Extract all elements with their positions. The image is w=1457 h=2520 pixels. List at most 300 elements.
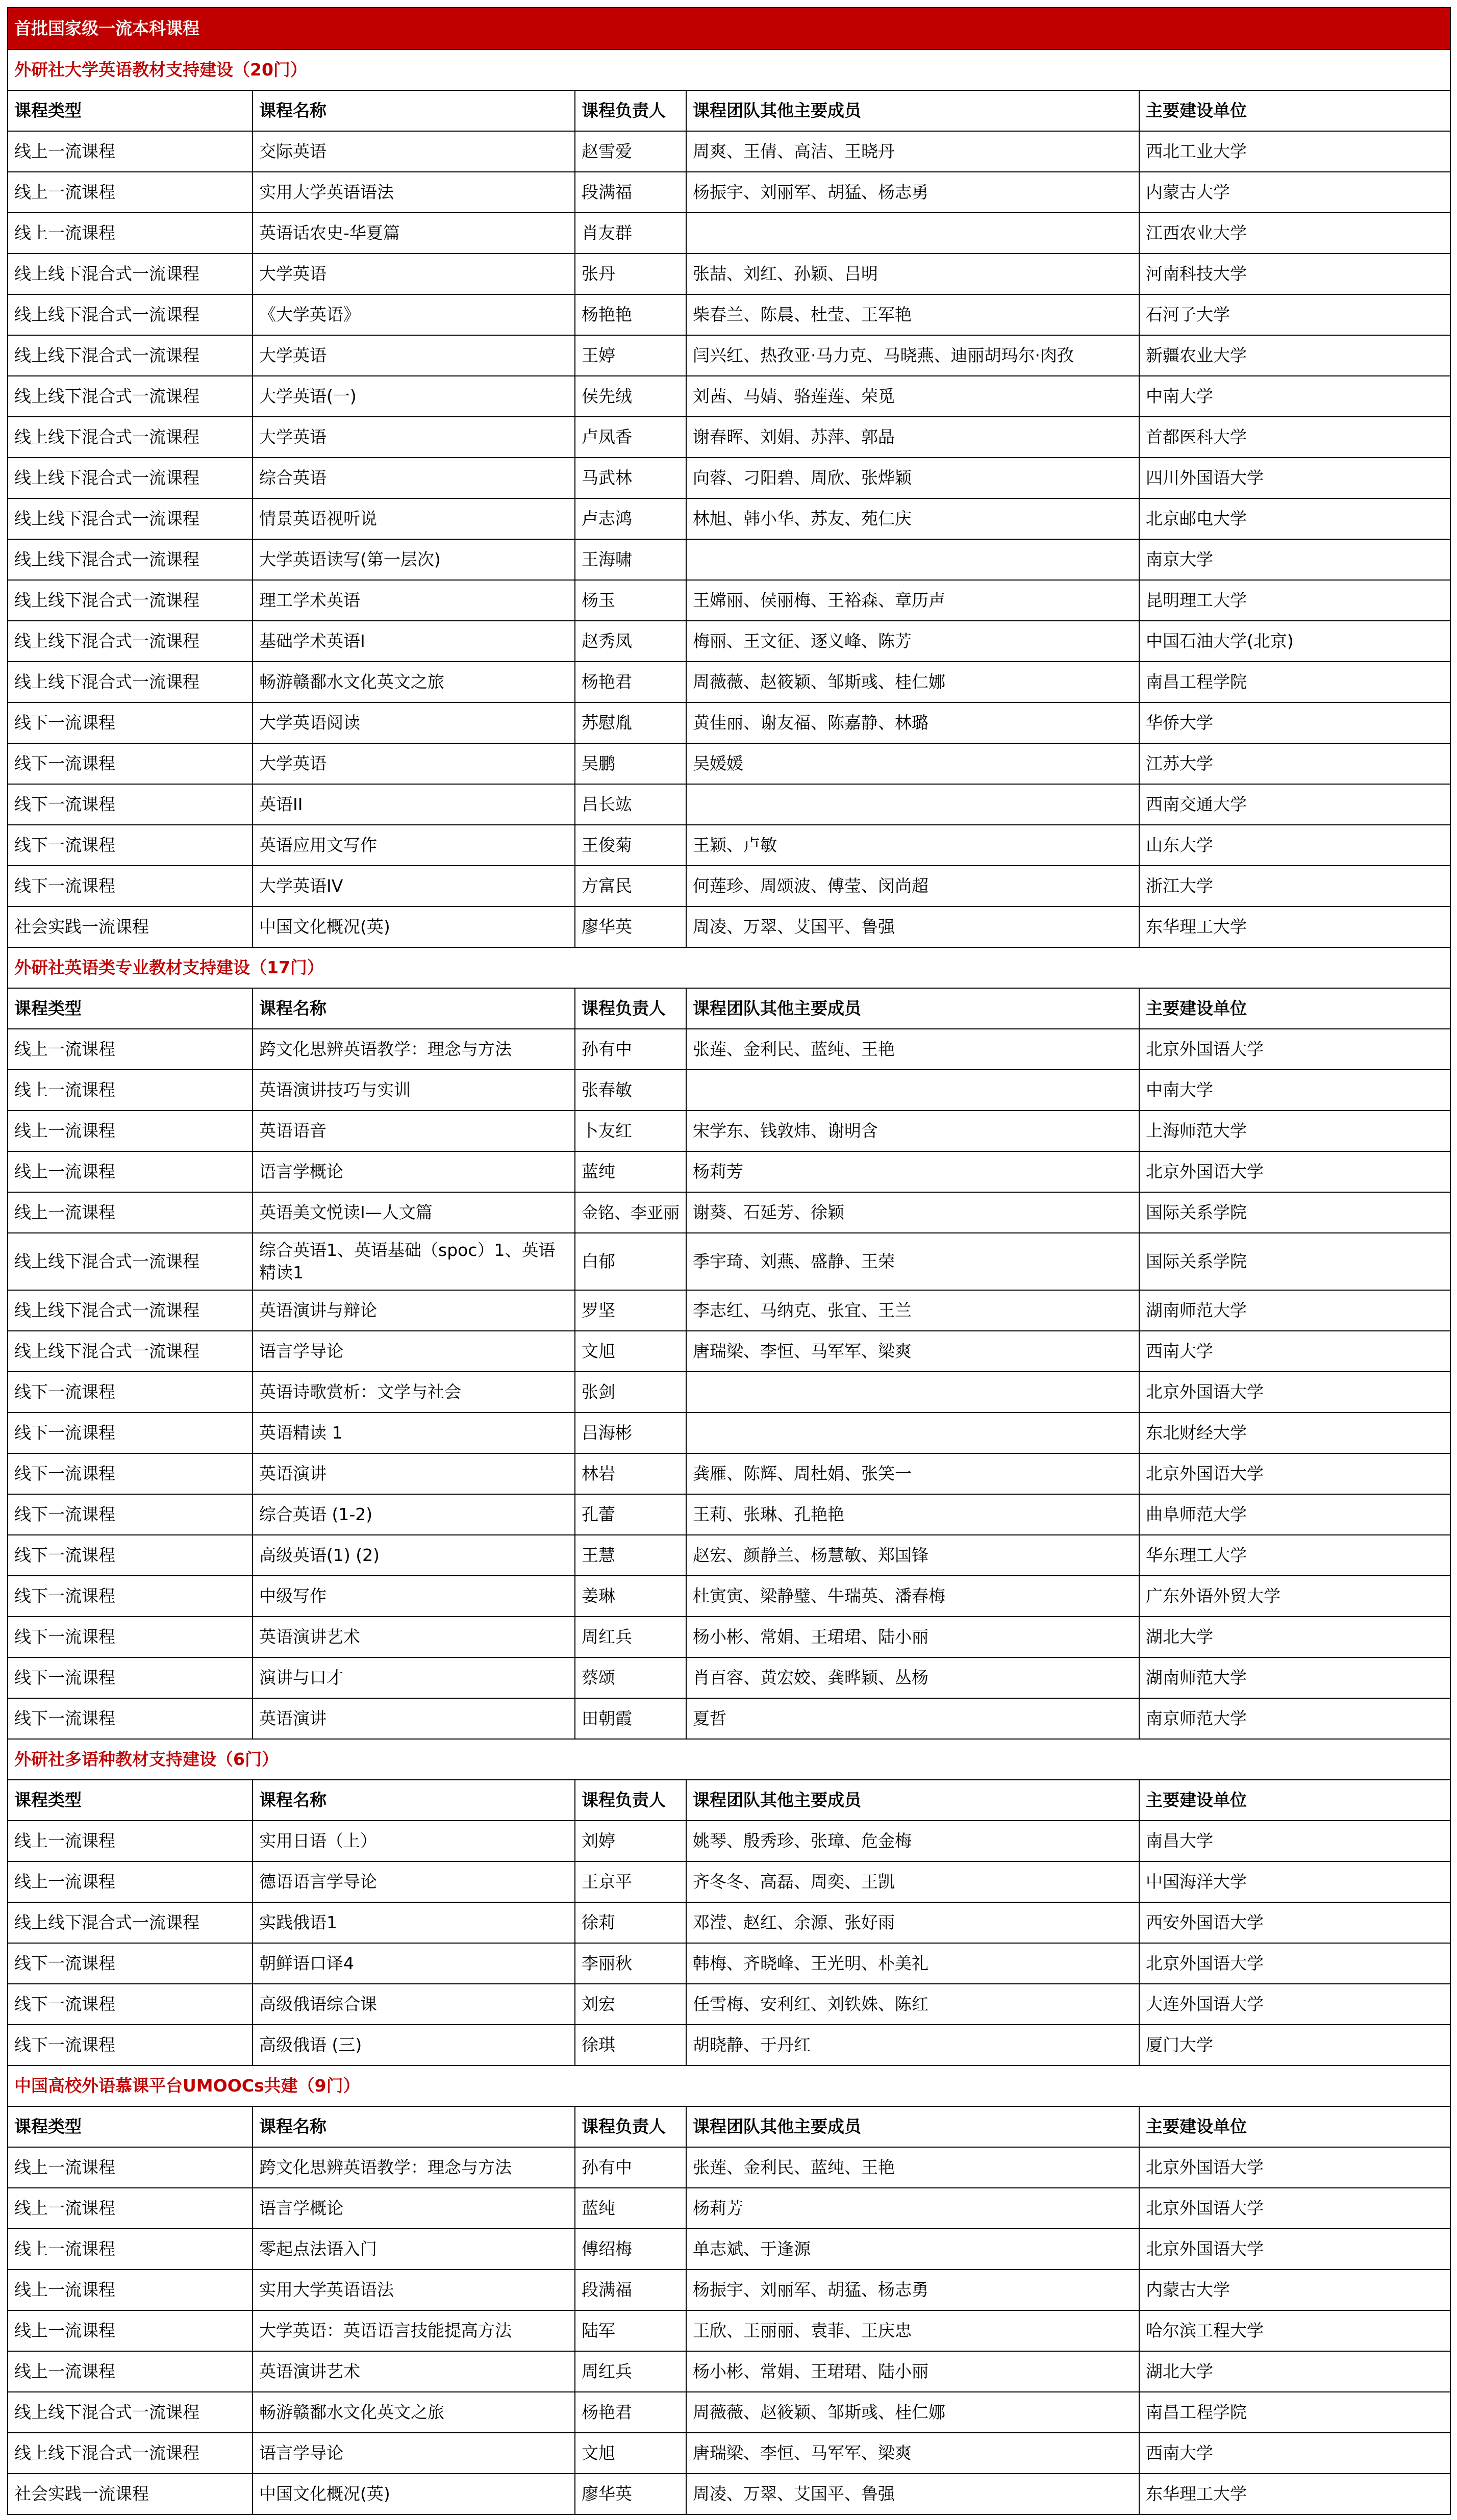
cell-course-lead: 段满福 bbox=[575, 2270, 686, 2310]
cell-course-lead: 赵雪爱 bbox=[575, 131, 686, 172]
cell-course-lead: 姜琳 bbox=[575, 1576, 686, 1617]
table-row bbox=[8, 1233, 1450, 1290]
cell-institution: 山东大学 bbox=[1139, 825, 1450, 866]
cell-team-members: 谢春晖、刘娟、苏萍、郭晶 bbox=[686, 417, 1139, 458]
header-course-type: 课程类型 bbox=[8, 988, 253, 1029]
table-row bbox=[8, 2229, 1450, 2270]
table-row bbox=[8, 1494, 1450, 1535]
cell-course-type: 线下一流课程 bbox=[8, 1494, 253, 1535]
table-row bbox=[8, 1902, 1450, 1943]
table-row bbox=[8, 1821, 1450, 1861]
cell-team-members: 王欣、王丽丽、袁菲、王庆忠 bbox=[686, 2310, 1139, 2351]
cell-institution: 东华理工大学 bbox=[1139, 2474, 1450, 2514]
cell-course-lead: 蔡颂 bbox=[575, 1657, 686, 1698]
cell-course-type: 线下一流课程 bbox=[8, 1576, 253, 1617]
cell-institution: 湖南师范大学 bbox=[1139, 1290, 1450, 1331]
section-title: 外研社多语种教材支持建设（6门） bbox=[8, 1739, 1450, 1780]
cell-course-name: 德语语言学导论 bbox=[253, 1861, 575, 1902]
cell-course-lead: 侯先绒 bbox=[575, 376, 686, 417]
cell-course-name: 大学英语：英语语言技能提高方法 bbox=[253, 2310, 575, 2351]
header-institution: 主要建设单位 bbox=[1139, 1780, 1450, 1821]
cell-course-type: 线上一流课程 bbox=[8, 1151, 253, 1192]
table-row bbox=[8, 784, 1450, 825]
header-institution: 主要建设单位 bbox=[1139, 988, 1450, 1029]
cell-course-type: 线上一流课程 bbox=[8, 1861, 253, 1902]
cell-course-lead: 王京平 bbox=[575, 1861, 686, 1902]
header-course-type: 课程类型 bbox=[8, 1780, 253, 1821]
cell-course-name: 英语美文悦读I—人文篇 bbox=[253, 1192, 575, 1233]
cell-team-members bbox=[686, 1413, 1139, 1453]
column-header-row bbox=[8, 1780, 1450, 1821]
cell-team-members: 赵宏、颜静兰、杨慧敏、郑国锋 bbox=[686, 1535, 1139, 1576]
cell-course-type: 线下一流课程 bbox=[8, 866, 253, 906]
cell-team-members bbox=[686, 213, 1139, 254]
cell-course-name: 情景英语视听说 bbox=[253, 498, 575, 539]
cell-course-lead: 刘宏 bbox=[575, 1984, 686, 2025]
cell-course-name: 英语诗歌赏析：文学与社会 bbox=[253, 1372, 575, 1413]
cell-course-lead: 吴鹏 bbox=[575, 743, 686, 784]
cell-institution: 湖北大学 bbox=[1139, 1617, 1450, 1657]
table-row bbox=[8, 539, 1450, 580]
cell-course-type: 线上一流课程 bbox=[8, 1029, 253, 1070]
cell-institution: 厦门大学 bbox=[1139, 2025, 1450, 2065]
table-row bbox=[8, 1576, 1450, 1617]
section-title-row bbox=[8, 1739, 1450, 1780]
cell-course-type: 线上线下混合式一流课程 bbox=[8, 662, 253, 702]
cell-course-type: 线上线下混合式一流课程 bbox=[8, 1290, 253, 1331]
cell-course-lead: 白郁 bbox=[575, 1233, 686, 1290]
cell-course-lead: 李丽秋 bbox=[575, 1943, 686, 1984]
table-row bbox=[8, 172, 1450, 213]
header-course-name: 课程名称 bbox=[253, 988, 575, 1029]
cell-institution: 北京外国语大学 bbox=[1139, 1029, 1450, 1070]
cell-course-type: 线上线下混合式一流课程 bbox=[8, 621, 253, 662]
cell-institution: 昆明理工大学 bbox=[1139, 580, 1450, 621]
table-row bbox=[8, 580, 1450, 621]
cell-course-type: 线下一流课程 bbox=[8, 1657, 253, 1698]
cell-team-members: 季宇琦、刘燕、盛静、王荣 bbox=[686, 1233, 1139, 1290]
cell-institution: 西北工业大学 bbox=[1139, 131, 1450, 172]
cell-course-lead: 孙有中 bbox=[575, 2147, 686, 2188]
cell-course-name: 畅游赣鄱水文化英文之旅 bbox=[253, 2392, 575, 2433]
cell-institution: 中南大学 bbox=[1139, 1070, 1450, 1111]
cell-course-name: 综合英语 (1-2) bbox=[253, 1494, 575, 1535]
table-row bbox=[8, 1331, 1450, 1372]
cell-course-type: 线上线下混合式一流课程 bbox=[8, 539, 253, 580]
cell-course-lead: 王俊菊 bbox=[575, 825, 686, 866]
cell-institution: 北京外国语大学 bbox=[1139, 1453, 1450, 1494]
cell-course-name: 大学英语 bbox=[253, 335, 575, 376]
header-course-name: 课程名称 bbox=[253, 90, 575, 131]
table-row bbox=[8, 1192, 1450, 1233]
cell-course-type: 线下一流课程 bbox=[8, 1698, 253, 1739]
cell-course-name: 零起点法语入门 bbox=[253, 2229, 575, 2270]
table-row bbox=[8, 866, 1450, 906]
cell-institution: 内蒙古大学 bbox=[1139, 172, 1450, 213]
table-row bbox=[8, 458, 1450, 498]
cell-course-type: 社会实践一流课程 bbox=[8, 906, 253, 947]
cell-team-members: 林旭、韩小华、苏友、苑仁庆 bbox=[686, 498, 1139, 539]
cell-course-name: 跨文化思辨英语教学：理念与方法 bbox=[253, 1029, 575, 1070]
cell-team-members: 向蓉、刁阳碧、周欣、张烨颖 bbox=[686, 458, 1139, 498]
cell-team-members: 王嫦丽、侯丽梅、王裕森、章历声 bbox=[686, 580, 1139, 621]
cell-course-lead: 徐琪 bbox=[575, 2025, 686, 2065]
cell-course-name: 综合英语1、英语基础（spoc）1、英语精读1 bbox=[253, 1233, 575, 1290]
cell-course-lead: 罗坚 bbox=[575, 1290, 686, 1331]
cell-course-name: 综合英语 bbox=[253, 458, 575, 498]
cell-team-members: 张莲、金利民、蓝纯、王艳 bbox=[686, 2147, 1139, 2188]
header-course-type: 课程类型 bbox=[8, 2106, 253, 2147]
cell-institution: 四川外国语大学 bbox=[1139, 458, 1450, 498]
cell-course-type: 线上线下混合式一流课程 bbox=[8, 1331, 253, 1372]
cell-course-lead: 林岩 bbox=[575, 1453, 686, 1494]
cell-team-members: 杜寅寅、梁静璧、牛瑞英、潘春梅 bbox=[686, 1576, 1139, 1617]
cell-institution: 中南大学 bbox=[1139, 376, 1450, 417]
header-team-members: 课程团队其他主要成员 bbox=[686, 988, 1139, 1029]
cell-course-type: 线上线下混合式一流课程 bbox=[8, 458, 253, 498]
table-row bbox=[8, 294, 1450, 335]
cell-course-type: 线下一流课程 bbox=[8, 743, 253, 784]
cell-course-type: 线上一流课程 bbox=[8, 1192, 253, 1233]
cell-team-members: 李志红、马纳克、张宜、王兰 bbox=[686, 1290, 1139, 1331]
cell-course-lead: 卢志鸿 bbox=[575, 498, 686, 539]
cell-institution: 南京师范大学 bbox=[1139, 1698, 1450, 1739]
header-course-lead: 课程负责人 bbox=[575, 988, 686, 1029]
cell-course-name: 英语演讲艺术 bbox=[253, 1617, 575, 1657]
cell-course-type: 线上一流课程 bbox=[8, 1821, 253, 1861]
cell-course-name: 英语演讲 bbox=[253, 1453, 575, 1494]
cell-team-members: 柴春兰、陈晨、杜莹、王军艳 bbox=[686, 294, 1139, 335]
course-table bbox=[7, 7, 1451, 2515]
header-institution: 主要建设单位 bbox=[1139, 90, 1450, 131]
cell-team-members: 杨莉芳 bbox=[686, 2188, 1139, 2229]
cell-course-lead: 廖华英 bbox=[575, 906, 686, 947]
cell-course-type: 线上线下混合式一流课程 bbox=[8, 254, 253, 294]
cell-team-members: 韩梅、齐晓峰、王光明、朴美礼 bbox=[686, 1943, 1139, 1984]
cell-course-name: 跨文化思辨英语教学：理念与方法 bbox=[253, 2147, 575, 2188]
table-row bbox=[8, 2392, 1450, 2433]
cell-institution: 北京外国语大学 bbox=[1139, 1943, 1450, 1984]
cell-course-name: 中国文化概况(英) bbox=[253, 906, 575, 947]
cell-institution: 东华理工大学 bbox=[1139, 906, 1450, 947]
cell-course-name: 语言学概论 bbox=[253, 2188, 575, 2229]
cell-course-type: 线上线下混合式一流课程 bbox=[8, 335, 253, 376]
cell-course-lead: 文旭 bbox=[575, 1331, 686, 1372]
cell-course-lead: 金铭、李亚丽 bbox=[575, 1192, 686, 1233]
cell-course-type: 线下一流课程 bbox=[8, 1617, 253, 1657]
cell-course-name: 大学英语 bbox=[253, 743, 575, 784]
cell-course-name: 英语II bbox=[253, 784, 575, 825]
table-row bbox=[8, 376, 1450, 417]
cell-course-type: 线下一流课程 bbox=[8, 825, 253, 866]
cell-team-members bbox=[686, 539, 1139, 580]
table-row bbox=[8, 2433, 1450, 2474]
cell-institution: 西南大学 bbox=[1139, 2433, 1450, 2474]
cell-course-type: 线上一流课程 bbox=[8, 1070, 253, 1111]
cell-team-members: 刘茜、马婧、骆莲莲、荣觅 bbox=[686, 376, 1139, 417]
header-course-lead: 课程负责人 bbox=[575, 90, 686, 131]
table-row bbox=[8, 1029, 1450, 1070]
table-row bbox=[8, 1413, 1450, 1453]
cell-team-members: 杨莉芳 bbox=[686, 1151, 1139, 1192]
cell-institution: 西南交通大学 bbox=[1139, 784, 1450, 825]
cell-institution: 湖北大学 bbox=[1139, 2351, 1450, 2392]
cell-course-name: 英语精读 1 bbox=[253, 1413, 575, 1453]
cell-course-type: 线上线下混合式一流课程 bbox=[8, 580, 253, 621]
header-course-lead: 课程负责人 bbox=[575, 2106, 686, 2147]
cell-course-lead: 杨玉 bbox=[575, 580, 686, 621]
cell-institution: 北京邮电大学 bbox=[1139, 498, 1450, 539]
table-row bbox=[8, 417, 1450, 458]
cell-institution: 哈尔滨工程大学 bbox=[1139, 2310, 1450, 2351]
cell-course-type: 线上线下混合式一流课程 bbox=[8, 2392, 253, 2433]
table-row bbox=[8, 1111, 1450, 1151]
cell-team-members: 闫兴红、热孜亚·马力克、马晓燕、迪丽胡玛尔·肉孜 bbox=[686, 335, 1139, 376]
section-title: 外研社英语类专业教材支持建设（17门） bbox=[8, 947, 1450, 988]
cell-course-lead: 吕海彬 bbox=[575, 1413, 686, 1453]
section-title-row bbox=[8, 947, 1450, 988]
title-row bbox=[8, 8, 1450, 49]
cell-course-type: 线上一流课程 bbox=[8, 213, 253, 254]
column-header-row bbox=[8, 988, 1450, 1029]
table-row bbox=[8, 1657, 1450, 1698]
cell-institution: 北京外国语大学 bbox=[1139, 1151, 1450, 1192]
cell-course-type: 线下一流课程 bbox=[8, 784, 253, 825]
cell-institution: 江西农业大学 bbox=[1139, 213, 1450, 254]
cell-institution: 新疆农业大学 bbox=[1139, 335, 1450, 376]
cell-course-lead: 张丹 bbox=[575, 254, 686, 294]
cell-course-name: 英语演讲艺术 bbox=[253, 2351, 575, 2392]
cell-course-lead: 孙有中 bbox=[575, 1029, 686, 1070]
cell-institution: 北京外国语大学 bbox=[1139, 2147, 1450, 2188]
table-row bbox=[8, 2025, 1450, 2065]
cell-course-type: 线上线下混合式一流课程 bbox=[8, 376, 253, 417]
table-row bbox=[8, 2474, 1450, 2514]
table-row bbox=[8, 1698, 1450, 1739]
cell-team-members: 单志斌、于逢源 bbox=[686, 2229, 1139, 2270]
cell-institution: 西南大学 bbox=[1139, 1331, 1450, 1372]
cell-course-name: 《大学英语》 bbox=[253, 294, 575, 335]
cell-course-type: 线下一流课程 bbox=[8, 702, 253, 743]
cell-course-type: 线上线下混合式一流课程 bbox=[8, 2433, 253, 2474]
cell-team-members: 周凌、万翠、艾国平、鲁强 bbox=[686, 906, 1139, 947]
cell-course-type: 线上一流课程 bbox=[8, 2188, 253, 2229]
cell-course-type: 线上线下混合式一流课程 bbox=[8, 498, 253, 539]
header-course-lead: 课程负责人 bbox=[575, 1780, 686, 1821]
table-row bbox=[8, 2310, 1450, 2351]
cell-institution: 上海师范大学 bbox=[1139, 1111, 1450, 1151]
table-row bbox=[8, 621, 1450, 662]
cell-course-lead: 苏慰胤 bbox=[575, 702, 686, 743]
cell-team-members: 周凌、万翠、艾国平、鲁强 bbox=[686, 2474, 1139, 2514]
cell-course-lead: 方富民 bbox=[575, 866, 686, 906]
cell-course-name: 实用大学英语语法 bbox=[253, 2270, 575, 2310]
cell-course-lead: 段满福 bbox=[575, 172, 686, 213]
cell-course-type: 线下一流课程 bbox=[8, 2025, 253, 2065]
cell-institution: 南昌工程学院 bbox=[1139, 2392, 1450, 2433]
cell-team-members: 邓滢、赵红、余源、张好雨 bbox=[686, 1902, 1139, 1943]
cell-course-name: 大学英语读写(第一层次) bbox=[253, 539, 575, 580]
cell-team-members: 杨小彬、常娟、王珺珺、陆小丽 bbox=[686, 1617, 1139, 1657]
cell-institution: 首都医科大学 bbox=[1139, 417, 1450, 458]
header-course-name: 课程名称 bbox=[253, 2106, 575, 2147]
cell-course-type: 线下一流课程 bbox=[8, 1413, 253, 1453]
table-row bbox=[8, 906, 1450, 947]
cell-course-name: 英语应用文写作 bbox=[253, 825, 575, 866]
cell-team-members bbox=[686, 1372, 1139, 1413]
cell-institution: 北京外国语大学 bbox=[1139, 2188, 1450, 2229]
cell-course-name: 中级写作 bbox=[253, 1576, 575, 1617]
cell-institution: 南京大学 bbox=[1139, 539, 1450, 580]
table-row bbox=[8, 1372, 1450, 1413]
table-row bbox=[8, 662, 1450, 702]
cell-course-type: 线上一流课程 bbox=[8, 131, 253, 172]
cell-course-type: 线上线下混合式一流课程 bbox=[8, 294, 253, 335]
cell-course-name: 畅游赣鄱水文化英文之旅 bbox=[253, 662, 575, 702]
cell-course-name: 英语话农史-华夏篇 bbox=[253, 213, 575, 254]
cell-institution: 广东外语外贸大学 bbox=[1139, 1576, 1450, 1617]
cell-team-members: 杨振宇、刘丽军、胡猛、杨志勇 bbox=[686, 172, 1139, 213]
cell-team-members: 张莲、金利民、蓝纯、王艳 bbox=[686, 1029, 1139, 1070]
cell-institution: 中国海洋大学 bbox=[1139, 1861, 1450, 1902]
cell-course-type: 线下一流课程 bbox=[8, 1372, 253, 1413]
cell-course-name: 高级俄语综合课 bbox=[253, 1984, 575, 2025]
table-row bbox=[8, 131, 1450, 172]
cell-course-lead: 马武林 bbox=[575, 458, 686, 498]
cell-course-lead: 吕长竑 bbox=[575, 784, 686, 825]
cell-course-name: 大学英语IV bbox=[253, 866, 575, 906]
cell-course-type: 线上一流课程 bbox=[8, 172, 253, 213]
cell-team-members: 周爽、王倩、高洁、王晓丹 bbox=[686, 131, 1139, 172]
cell-course-lead: 徐莉 bbox=[575, 1902, 686, 1943]
header-course-name: 课程名称 bbox=[253, 1780, 575, 1821]
header-institution: 主要建设单位 bbox=[1139, 2106, 1450, 2147]
cell-team-members: 梅丽、王文征、逐义峰、陈芳 bbox=[686, 621, 1139, 662]
cell-course-lead: 赵秀凤 bbox=[575, 621, 686, 662]
page-title: 首批国家级一流本科课程 bbox=[8, 8, 1450, 49]
cell-team-members: 王莉、张琳、孔艳艳 bbox=[686, 1494, 1139, 1535]
cell-course-lead: 廖华英 bbox=[575, 2474, 686, 2514]
cell-course-lead: 杨艳艳 bbox=[575, 294, 686, 335]
table-row bbox=[8, 1861, 1450, 1902]
table-row bbox=[8, 2147, 1450, 2188]
cell-course-type: 线上一流课程 bbox=[8, 2310, 253, 2351]
cell-course-lead: 王海啸 bbox=[575, 539, 686, 580]
table-row bbox=[8, 498, 1450, 539]
cell-course-lead: 张剑 bbox=[575, 1372, 686, 1413]
table-row bbox=[8, 335, 1450, 376]
cell-team-members: 何莲珍、周颂波、傅莹、闵尚超 bbox=[686, 866, 1139, 906]
cell-institution: 曲阜师范大学 bbox=[1139, 1494, 1450, 1535]
cell-team-members: 杨小彬、常娟、王珺珺、陆小丽 bbox=[686, 2351, 1139, 2392]
cell-team-members bbox=[686, 784, 1139, 825]
cell-institution: 北京外国语大学 bbox=[1139, 1372, 1450, 1413]
cell-course-lead: 张春敏 bbox=[575, 1070, 686, 1111]
cell-institution: 江苏大学 bbox=[1139, 743, 1450, 784]
cell-team-members: 吴媛媛 bbox=[686, 743, 1139, 784]
cell-course-name: 英语演讲与辩论 bbox=[253, 1290, 575, 1331]
cell-team-members: 王颖、卢敏 bbox=[686, 825, 1139, 866]
cell-course-lead: 杨艳君 bbox=[575, 662, 686, 702]
cell-institution: 湖南师范大学 bbox=[1139, 1657, 1450, 1698]
cell-course-lead: 傅绍梅 bbox=[575, 2229, 686, 2270]
table-row bbox=[8, 1070, 1450, 1111]
cell-course-type: 线上一流课程 bbox=[8, 2229, 253, 2270]
cell-course-lead: 王婷 bbox=[575, 335, 686, 376]
cell-course-type: 线上一流课程 bbox=[8, 2147, 253, 2188]
cell-course-name: 语言学导论 bbox=[253, 1331, 575, 1372]
cell-institution: 石河子大学 bbox=[1139, 294, 1450, 335]
cell-team-members: 宋学东、钱敦炜、谢明含 bbox=[686, 1111, 1139, 1151]
cell-institution: 南昌大学 bbox=[1139, 1821, 1450, 1861]
cell-course-name: 朝鲜语口译4 bbox=[253, 1943, 575, 1984]
cell-course-name: 高级俄语 (三) bbox=[253, 2025, 575, 2065]
table-row bbox=[8, 254, 1450, 294]
cell-team-members: 唐瑞梁、李恒、马军军、梁爽 bbox=[686, 2433, 1139, 2474]
cell-course-type: 线下一流课程 bbox=[8, 1453, 253, 1494]
section-title: 中国高校外语慕课平台UMOOCs共建（9门） bbox=[8, 2065, 1450, 2106]
cell-course-name: 语言学概论 bbox=[253, 1151, 575, 1192]
cell-institution: 大连外国语大学 bbox=[1139, 1984, 1450, 2025]
cell-course-name: 英语演讲技巧与实训 bbox=[253, 1070, 575, 1111]
cell-course-lead: 陆军 bbox=[575, 2310, 686, 2351]
table-row bbox=[8, 2188, 1450, 2229]
cell-course-lead: 卢凤香 bbox=[575, 417, 686, 458]
table-row bbox=[8, 2270, 1450, 2310]
column-header-row bbox=[8, 2106, 1450, 2147]
cell-course-name: 实用大学英语语法 bbox=[253, 172, 575, 213]
header-team-members: 课程团队其他主要成员 bbox=[686, 1780, 1139, 1821]
section-title-row bbox=[8, 49, 1450, 90]
cell-course-lead: 刘婷 bbox=[575, 1821, 686, 1861]
cell-course-type: 线上线下混合式一流课程 bbox=[8, 1233, 253, 1290]
cell-institution: 中国石油大学(北京) bbox=[1139, 621, 1450, 662]
cell-course-type: 线上一流课程 bbox=[8, 2270, 253, 2310]
cell-course-type: 线上线下混合式一流课程 bbox=[8, 1902, 253, 1943]
header-team-members: 课程团队其他主要成员 bbox=[686, 2106, 1139, 2147]
table-row bbox=[8, 213, 1450, 254]
table-row bbox=[8, 1453, 1450, 1494]
cell-team-members: 肖百容、黄宏姣、龚晔颖、丛杨 bbox=[686, 1657, 1139, 1698]
cell-course-name: 大学英语 bbox=[253, 417, 575, 458]
cell-institution: 南昌工程学院 bbox=[1139, 662, 1450, 702]
cell-team-members: 龚雁、陈辉、周杜娟、张笑一 bbox=[686, 1453, 1139, 1494]
cell-institution: 浙江大学 bbox=[1139, 866, 1450, 906]
cell-course-type: 线上一流课程 bbox=[8, 2351, 253, 2392]
table-row bbox=[8, 1290, 1450, 1331]
cell-team-members: 胡晓静、于丹红 bbox=[686, 2025, 1139, 2065]
cell-course-lead: 肖友群 bbox=[575, 213, 686, 254]
header-course-type: 课程类型 bbox=[8, 90, 253, 131]
cell-team-members: 黄佳丽、谢友福、陈嘉静、林璐 bbox=[686, 702, 1139, 743]
cell-institution: 内蒙古大学 bbox=[1139, 2270, 1450, 2310]
cell-institution: 河南科技大学 bbox=[1139, 254, 1450, 294]
cell-course-lead: 杨艳君 bbox=[575, 2392, 686, 2433]
table-row bbox=[8, 2351, 1450, 2392]
section-title: 外研社大学英语教材支持建设（20门） bbox=[8, 49, 1450, 90]
table-row bbox=[8, 825, 1450, 866]
cell-course-name: 大学英语阅读 bbox=[253, 702, 575, 743]
cell-course-lead: 周红兵 bbox=[575, 2351, 686, 2392]
column-header-row bbox=[8, 90, 1450, 131]
cell-course-lead: 文旭 bbox=[575, 2433, 686, 2474]
cell-course-name: 实用日语（上） bbox=[253, 1821, 575, 1861]
cell-course-name: 基础学术英语I bbox=[253, 621, 575, 662]
cell-course-name: 中国文化概况(英) bbox=[253, 2474, 575, 2514]
cell-institution: 华侨大学 bbox=[1139, 702, 1450, 743]
cell-institution: 西安外国语大学 bbox=[1139, 1902, 1450, 1943]
cell-course-name: 大学英语(一) bbox=[253, 376, 575, 417]
